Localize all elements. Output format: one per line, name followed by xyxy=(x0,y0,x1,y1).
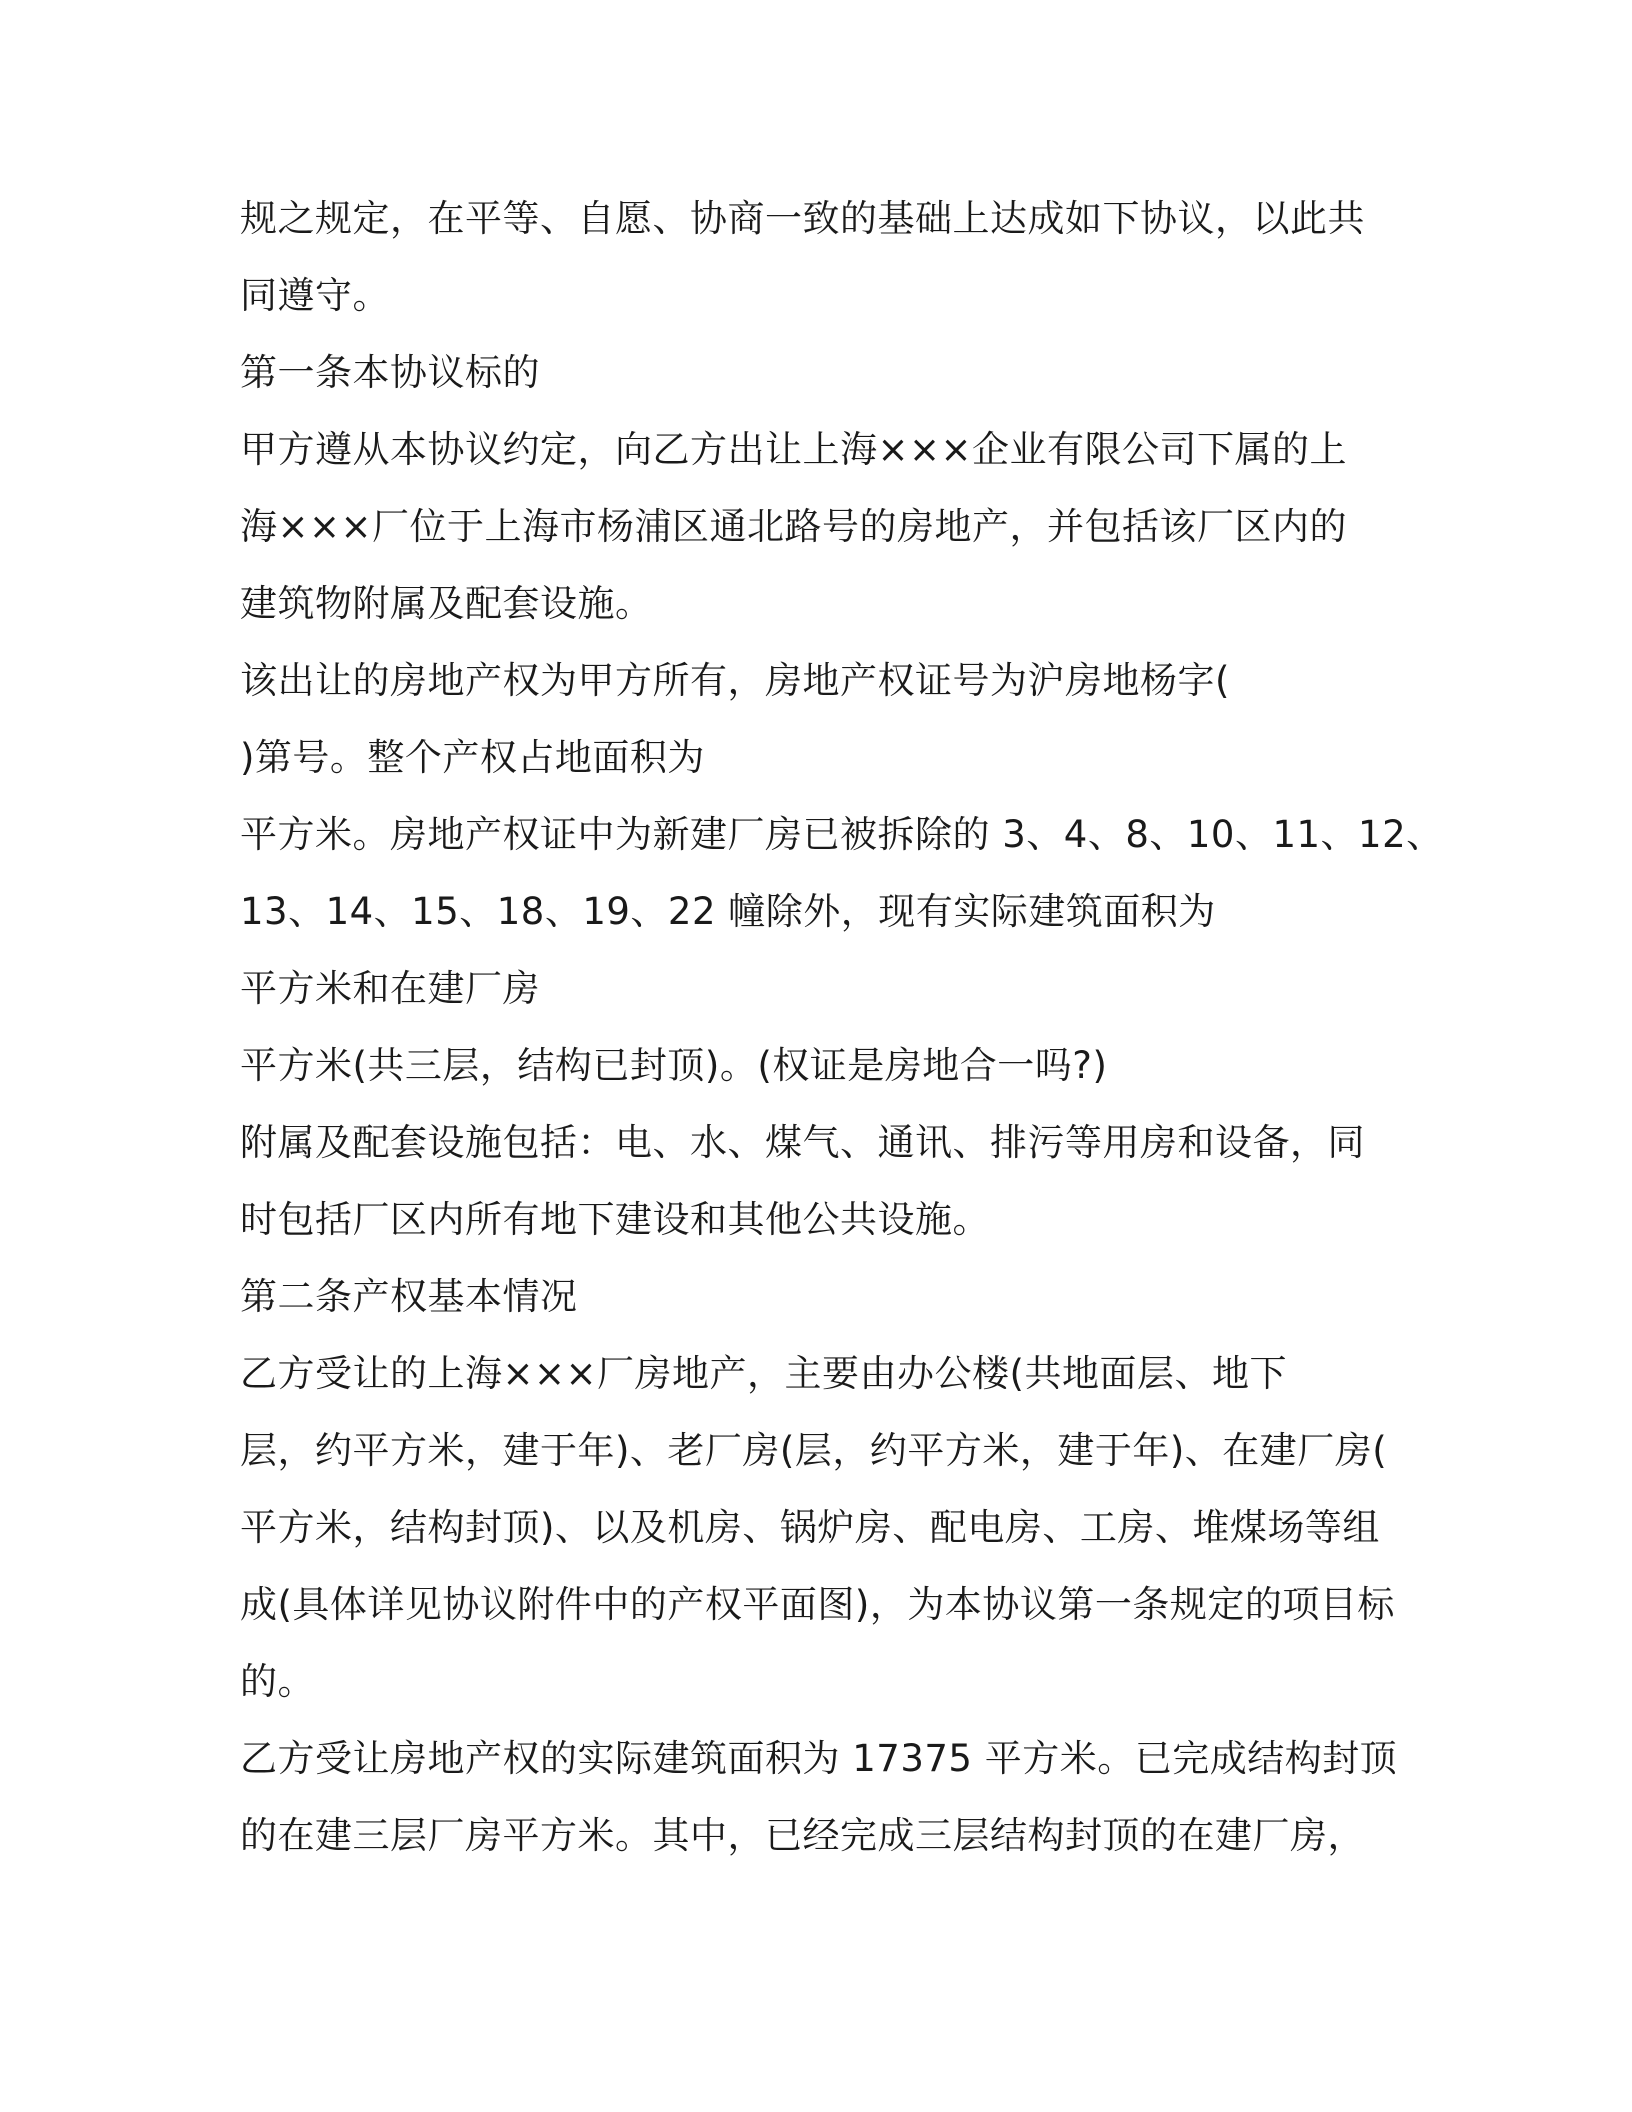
text-line: 甲方遵从本协议约定，向乙方出让上海×××企业有限公司下属的上 xyxy=(240,428,1348,471)
text-line: )第号。整个产权占地面积为 xyxy=(240,736,705,779)
text-line: 海×××厂位于上海市杨浦区通北路号的房地产，并包括该厂区内的 xyxy=(240,505,1348,548)
text-line: 层，约平方米，建于年)、老厂房(层，约平方米，建于年)、在建厂房( xyxy=(240,1429,1388,1472)
text-line: 时包括厂区内所有地下建设和其他公共设施。 xyxy=(240,1198,990,1241)
text-line: 乙方受让的上海×××厂房地产，主要由办公楼(共地面层、地下 xyxy=(240,1352,1287,1395)
text-line: 平方米(共三层，结构已封顶)。(权证是房地合一吗?) xyxy=(240,1044,1108,1087)
text-line: 13、14、15、18、19、22 幢除外，现有实际建筑面积为 xyxy=(240,890,1216,933)
text-line: 规之规定，在平等、自愿、协商一致的基础上达成如下协议，以此共 xyxy=(240,197,1365,240)
text-line: 该出让的房地产权为甲方所有，房地产权证号为沪房地杨字( xyxy=(240,659,1230,702)
text-line: 平方米。房地产权证中为新建厂房已被拆除的 3、4、8、10、11、12、 xyxy=(240,813,1444,856)
text-line: 平方米，结构封顶)、以及机房、锅炉房、配电房、工房、堆煤场等组 xyxy=(240,1506,1380,1549)
text-line: 同遵守。 xyxy=(240,274,390,317)
article-heading: 第二条产权基本情况 xyxy=(240,1275,578,1318)
text-line: 成(具体详见协议附件中的产权平面图)，为本协议第一条规定的项目标 xyxy=(240,1583,1395,1626)
text-line: 的在建三层厂房平方米。其中，已经完成三层结构封顶的在建厂房， xyxy=(240,1814,1365,1857)
document-body xyxy=(240,191,1444,1885)
text-line: 建筑物附属及配套设施。 xyxy=(240,582,653,625)
article-heading: 第一条本协议标的 xyxy=(240,351,540,394)
text-line: 的。 xyxy=(240,1660,315,1703)
text-line: 乙方受让房地产权的实际建筑面积为 17375 平方米。已完成结构封顶 xyxy=(240,1737,1398,1780)
text-line: 平方米和在建厂房 xyxy=(240,967,540,1010)
text-line: 附属及配套设施包括：电、水、煤气、通讯、排污等用房和设备，同 xyxy=(240,1121,1365,1164)
